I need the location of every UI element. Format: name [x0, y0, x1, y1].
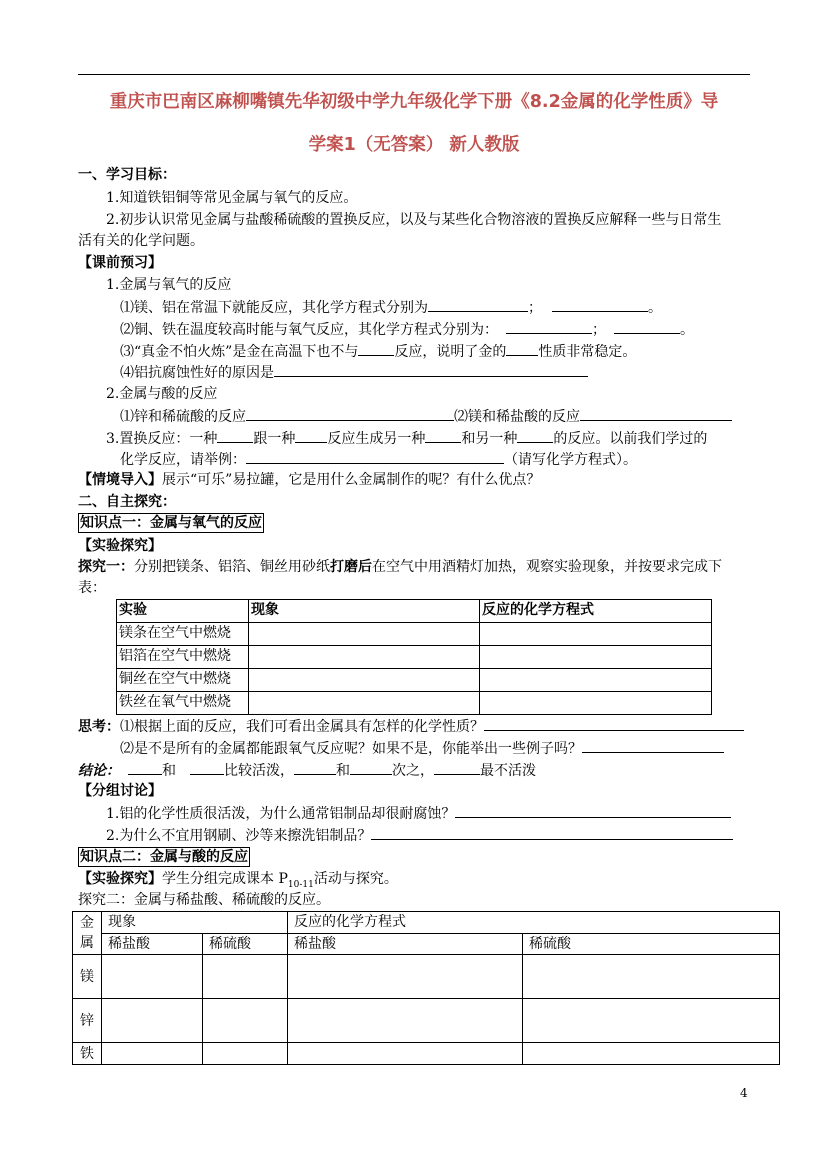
think-q1: 思考：⑴根据上面的反应，我们可看出金属具有怎样的化学性质？	[78, 716, 758, 737]
phenomenon-header: 现象	[102, 912, 288, 934]
h2so4-header: 稀硫酸	[523, 933, 780, 955]
table-row	[117, 623, 712, 646]
answer-cell[interactable]	[249, 646, 480, 669]
answer-cell[interactable]	[102, 1043, 203, 1065]
goal-2a: 2.初步认识常见金属与盐酸稀硫酸的置换反应，以及与某些化合物溶液的置换反应解释一些与日常生	[106, 212, 722, 228]
explore1-line2: 表：	[78, 580, 106, 596]
metal-name: 铁	[73, 1043, 102, 1065]
blank[interactable]	[506, 341, 538, 356]
think-q2: ⑵是不是所有的金属都能跟氧气反应呢？如果不是，你能举出一些例子吗？	[78, 738, 800, 759]
page-number: 4	[740, 1086, 748, 1100]
pre-item1b: ⑵铜、铁在温度较高时能与氧气反应，其化学方程式分别为： ； 。	[78, 319, 800, 340]
table-header: 现象	[249, 600, 480, 623]
answer-cell[interactable]	[203, 999, 288, 1043]
table-row	[117, 669, 712, 692]
blank[interactable]	[190, 760, 224, 775]
kp2-line	[78, 847, 758, 867]
pre-item1d: ⑷铝抗腐蚀性好的原因是	[78, 362, 800, 383]
answer-cell[interactable]	[203, 1043, 288, 1065]
blank[interactable]	[552, 297, 648, 312]
blank[interactable]	[582, 738, 724, 753]
blank[interactable]	[350, 760, 392, 775]
experiment-name: 铁丝在氧气中燃烧	[117, 692, 249, 715]
answer-cell[interactable]	[102, 955, 203, 999]
exp-heading-2: 【实验探究】学生分组完成课本 $P_{10-11}$活动与探究。	[78, 871, 398, 890]
answer-cell[interactable]	[102, 999, 203, 1043]
answer-cell[interactable]	[288, 1043, 523, 1065]
metal-header: 金 属	[73, 912, 102, 955]
blank[interactable]	[506, 319, 592, 334]
kp1-line	[78, 513, 758, 533]
doc-title-line2: 学案1（无答案） 新人教版	[308, 135, 520, 155]
blank[interactable]	[217, 428, 253, 443]
group-heading: 【分组讨论】	[78, 783, 162, 799]
answer-cell[interactable]	[523, 955, 780, 999]
blank[interactable]	[358, 341, 394, 356]
blank[interactable]	[295, 428, 327, 443]
blank[interactable]	[484, 716, 744, 731]
blank[interactable]	[517, 428, 553, 443]
experiment-name: 铜丝在空气中燃烧	[117, 669, 249, 692]
doc-title-line1: 重庆市巴南区麻柳嘴镇先华初级中学九年级化学下册《8.2金属的化学性质》导	[109, 92, 719, 112]
explore2-line: 探究二：金属与稀盐酸、稀硫酸的反应。	[78, 892, 330, 908]
answer-cell[interactable]	[523, 1043, 780, 1065]
table-row	[73, 999, 780, 1043]
experiment-name: 镁条在空气中燃烧	[117, 623, 249, 646]
intro-line: 【情境导入】展示“可乐”易拉罐，它是用什么金属制作的呢？有什么优点？	[78, 472, 541, 488]
answer-cell[interactable]	[249, 669, 480, 692]
pre-item3b: 化学反应，请举例： （请写化学方程式）。	[78, 449, 800, 470]
blank[interactable]	[614, 319, 680, 334]
pre-item2ab: ⑴锌和稀硫酸的反应 ⑵镁和稀盐酸的反应	[78, 406, 800, 427]
blank[interactable]	[580, 406, 732, 421]
blank[interactable]	[371, 825, 733, 840]
hcl-header: 稀盐酸	[288, 933, 523, 955]
conclusion-line: 结论： 和 比较活泼， 和 次之， 最不活泼	[78, 760, 758, 781]
blank[interactable]	[425, 428, 461, 443]
pre-item1a: ⑴镁、铝在常温下就能反应，其化学方程式分别为 ； 。	[78, 297, 800, 318]
pre-item1c: ⑶“真金不怕火炼”是金在高温下也不与 反应，说明了金的 性质非常稳定。	[78, 341, 800, 362]
prestudy-heading: 【课前预习】	[78, 255, 162, 271]
group-q1: 1.铝的化学性质很活泼，为什么通常铝制品却很耐腐蚀？	[78, 803, 786, 824]
table-row	[117, 646, 712, 669]
answer-cell[interactable]	[203, 955, 288, 999]
table-row	[73, 1043, 780, 1065]
blank[interactable]	[428, 297, 528, 312]
answer-cell[interactable]	[249, 692, 480, 715]
pre-item1: 1.金属与氧气的反应	[106, 277, 232, 293]
answer-cell[interactable]	[480, 669, 712, 692]
group-q2: 2.为什么不宜用钢刷、沙等来擦洗铝制品？	[78, 825, 786, 846]
knowledge-point-1: 知识点一：金属与氧气的反应	[80, 515, 262, 531]
pre-item2: 2.金属与酸的反应	[106, 386, 218, 402]
answer-cell[interactable]	[480, 623, 712, 646]
table-header: 反应的化学方程式	[480, 600, 712, 623]
table-row	[73, 955, 780, 999]
blank[interactable]	[274, 362, 588, 377]
blank[interactable]	[246, 449, 504, 464]
table-row	[117, 692, 712, 715]
metal-name: 镁	[73, 955, 102, 999]
h2so4-header: 稀硫酸	[203, 933, 288, 955]
experiment-table-1	[116, 599, 712, 715]
answer-cell[interactable]	[249, 623, 480, 646]
goal-1: 1.知道铁铝铜等常见金属与氧气的反应。	[106, 190, 358, 206]
answer-cell[interactable]	[288, 955, 523, 999]
equation-header: 反应的化学方程式	[288, 912, 780, 934]
blank[interactable]	[455, 803, 731, 818]
answer-cell[interactable]	[480, 646, 712, 669]
experiment-name: 铝箔在空气中燃烧	[117, 646, 249, 669]
hcl-header: 稀盐酸	[102, 933, 203, 955]
blank[interactable]	[434, 760, 480, 775]
blank[interactable]	[294, 760, 336, 775]
blank[interactable]	[128, 760, 162, 775]
header-rule	[78, 74, 750, 75]
pre-item3: 3.置换反应：一种 跟一种 反应生成另一种 和另一种 的反应。以前我们学过的	[78, 428, 786, 449]
knowledge-point-2: 知识点二：金属与酸的反应	[80, 849, 248, 865]
answer-cell[interactable]	[523, 999, 780, 1043]
explore1-line: 探究一：分别把镁条、铝箔、铜丝用砂纸打磨后在空气中用酒精灯加热，观察实验现象，并按要求完成下	[78, 559, 722, 575]
answer-cell[interactable]	[480, 692, 712, 715]
answer-cell[interactable]	[288, 999, 523, 1043]
section2-heading: 二、自主探究：	[78, 494, 176, 510]
goal-2b: 活有关的化学问题。	[78, 233, 204, 249]
table-header: 实验	[117, 600, 249, 623]
section1-heading: 一、学习目标：	[78, 167, 176, 183]
blank[interactable]	[246, 406, 454, 421]
metal-name: 锌	[73, 999, 102, 1043]
exp-heading-1: 【实验探究】	[78, 538, 162, 554]
experiment-table-2	[72, 911, 780, 1065]
